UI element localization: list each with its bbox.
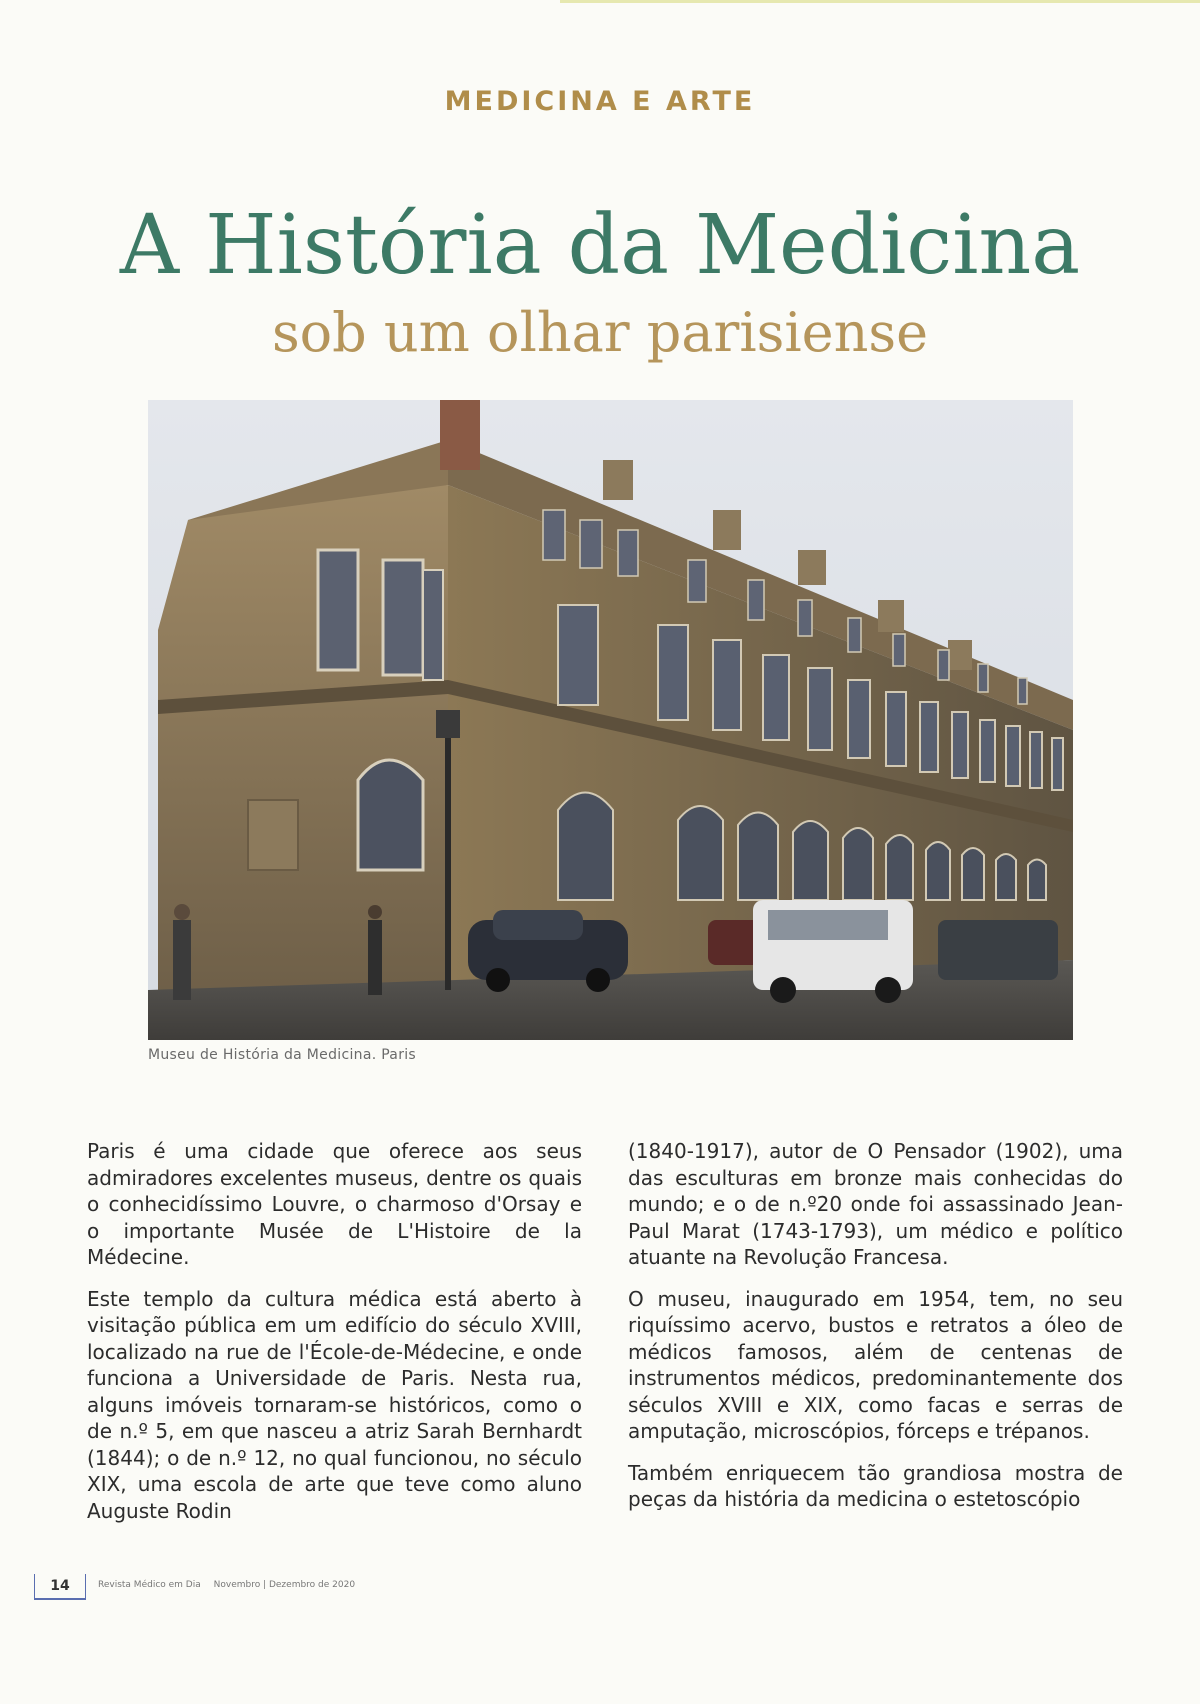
article-column-right [628,1138,1123,1528]
magazine-name: Revista Médico em Dia [98,1580,201,1590]
museum-photo [148,400,1073,1040]
paragraph: Também enriquecem tão grandiosa mostra de peças da história da medicina o estetoscópio [628,1460,1123,1511]
photo-caption: Museu de História da Medicina. Paris [148,1047,417,1063]
issue-date: Novembro | Dezembro de 2020 [213,1580,356,1590]
page-number: 14 [34,1574,86,1600]
page-title: A História da Medicina [119,198,1081,293]
page-footer [34,1574,574,1602]
museum-building-illustration [148,400,1073,1040]
paragraph: Este templo da cultura médica está aberto à visitação pública em um edifício do século XVIII, localizado na rue de l'École-de-Médecine, e onde funciona a Universidade de Paris. Nesta rua, alguns imóveis tornaram-se históricos, como o de n.º 5, em que nasceu a atriz Sarah Bernhardt (1844); o de n.º 12, no qual funcionou, no século XIX, uma escola de arte que teve como aluno Auguste Rodin [87,1286,582,1523]
section-label: MEDICINA E ARTE [444,86,756,117]
page-subtitle: sob um olhar parisiense [271,301,929,364]
magazine-info [98,1580,365,1590]
paragraph: Paris é uma cidade que oferece aos seus admiradores excelentes museus, dentre os quais o conhecidíssimo Louvre, o charmoso d'Orsay e o importante Musée de L'Histoire de la Médecine. [87,1139,582,1269]
top-rule [560,0,1200,3]
article-column-left [87,1138,582,1539]
paragraph: O museu, inaugurado em 1954, tem, no seu riquíssimo acervo, bustos e retratos a óleo de médicos famosos, além de centenas de instrumentos médicos, predominantemente dos séculos XVIII e XIX, como facas e serras de amputação, microscópios, fórceps e trépanos. [628,1286,1123,1443]
paragraph: (1840-1917), autor de O Pensador (1902), uma das esculturas em bronze mais conhecidas do mundo; e o de n.º20 onde foi assassinado Jean-Paul Marat (1743-1793), um médico e político atuante na Revolução Francesa. [628,1139,1123,1269]
